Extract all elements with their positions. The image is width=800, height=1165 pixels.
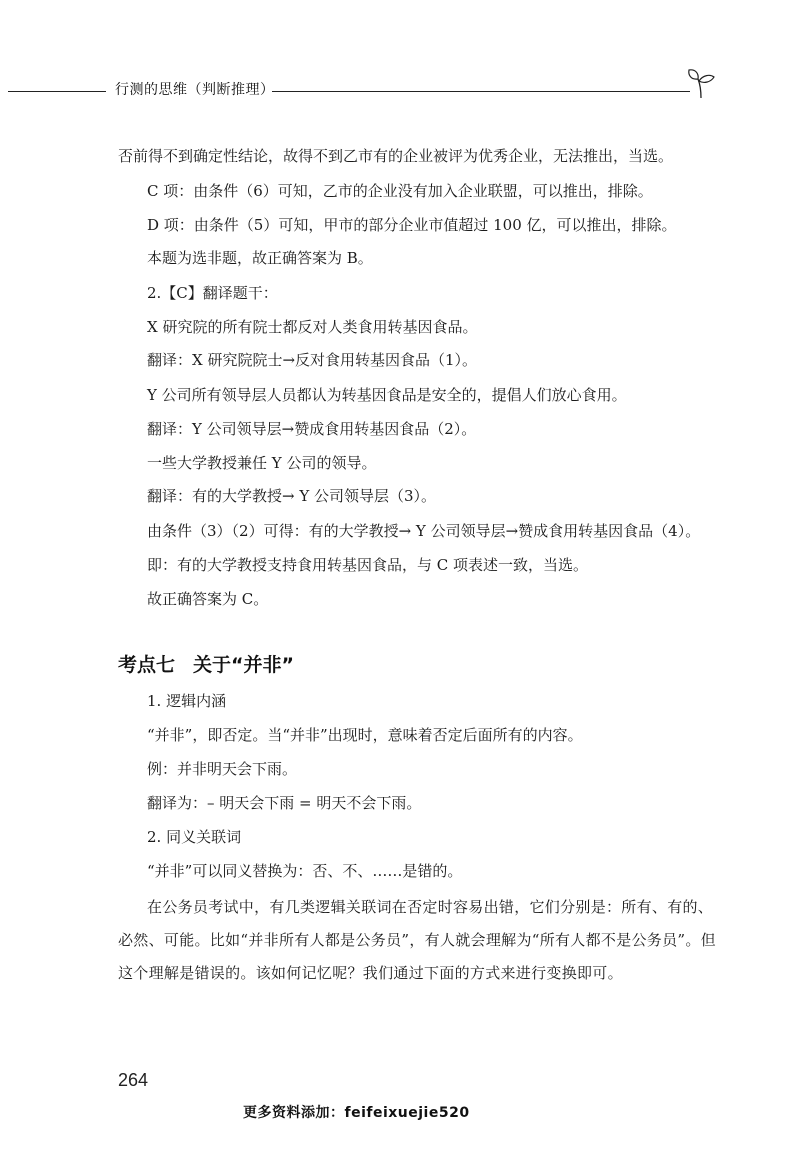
sprout-icon (686, 66, 716, 100)
text-line: 翻译：有的大学教授→ Y 公司领导层（3）。 (147, 487, 437, 505)
header-rule-left (8, 91, 106, 92)
text-line: 故正确答案为 C。 (147, 590, 269, 608)
body-paragraph: 在公务员考试中，有几类逻辑关联词在否定时容易出错，它们分别是：所有、有的、必然、可能。比如“并非所有人都是公务员”，有人就会理解为“所有人都不是公务员”。但这个理解是错误的。该如何记忆呢？我们通过下面的方式来进行变换即可。 (118, 898, 716, 982)
text-line: 翻译：Y 公司领导层→赞成食用转基因食品（2）。 (147, 420, 477, 438)
text-line: 翻译为：– 明天会下雨 = 明天不会下雨。 (147, 794, 422, 812)
section-title: 关于“并非” (193, 654, 294, 676)
text-line: 例：并非明天会下雨。 (147, 760, 298, 778)
subheading: 1. 逻辑内涵 (147, 692, 227, 710)
section-number: 考点七 (118, 654, 176, 676)
section-heading (118, 650, 294, 677)
text-line: “并非”可以同义替换为：否、不、……是错的。 (147, 862, 463, 880)
text-line: Y 公司所有领导层人员都认为转基因食品是安全的，提倡人们放心食用。 (147, 386, 627, 404)
text-line: “并非”，即否定。当“并非”出现时，意味着否定后面所有的内容。 (147, 726, 583, 744)
text-line: 本题为选非题，故正确答案为 B。 (147, 249, 373, 267)
text-line: X 研究院的所有院士都反对人类食用转基因食品。 (147, 318, 478, 336)
subheading: 2. 同义关联词 (147, 828, 242, 846)
text-line: 翻译：X 研究院院士→反对食用转基因食品（1）。 (147, 351, 478, 369)
text-line: C 项：由条件（6）可知，乙市的企业没有加入企业联盟，可以推出，排除。 (147, 182, 653, 200)
header-rule-right (272, 91, 690, 92)
text-line: 即：有的大学教授支持食用转基因食品，与 C 项表述一致，当选。 (147, 556, 589, 574)
text-line: 由条件（3）（2）可得：有的大学教授→ Y 公司领导层→赞成食用转基因食品（4）。 (147, 522, 701, 540)
text-line: 2.【C】翻译题干： (147, 284, 278, 302)
text-line: 否前得不到确定性结论，故得不到乙市有的企业被评为优秀企业，无法推出，当选。 (118, 147, 674, 165)
page-number: 264 (118, 1070, 149, 1090)
text-line: D 项：由条件（5）可知，甲市的部分企业市值超过 100 亿，可以推出，排除。 (147, 216, 677, 234)
text-line: 一些大学教授兼任 Y 公司的领导。 (147, 454, 377, 472)
header-title: 行测的思维（判断推理） (115, 82, 275, 98)
footer-note: 更多资料添加：feifeixuejie520 (243, 1105, 470, 1121)
running-header (0, 72, 800, 102)
